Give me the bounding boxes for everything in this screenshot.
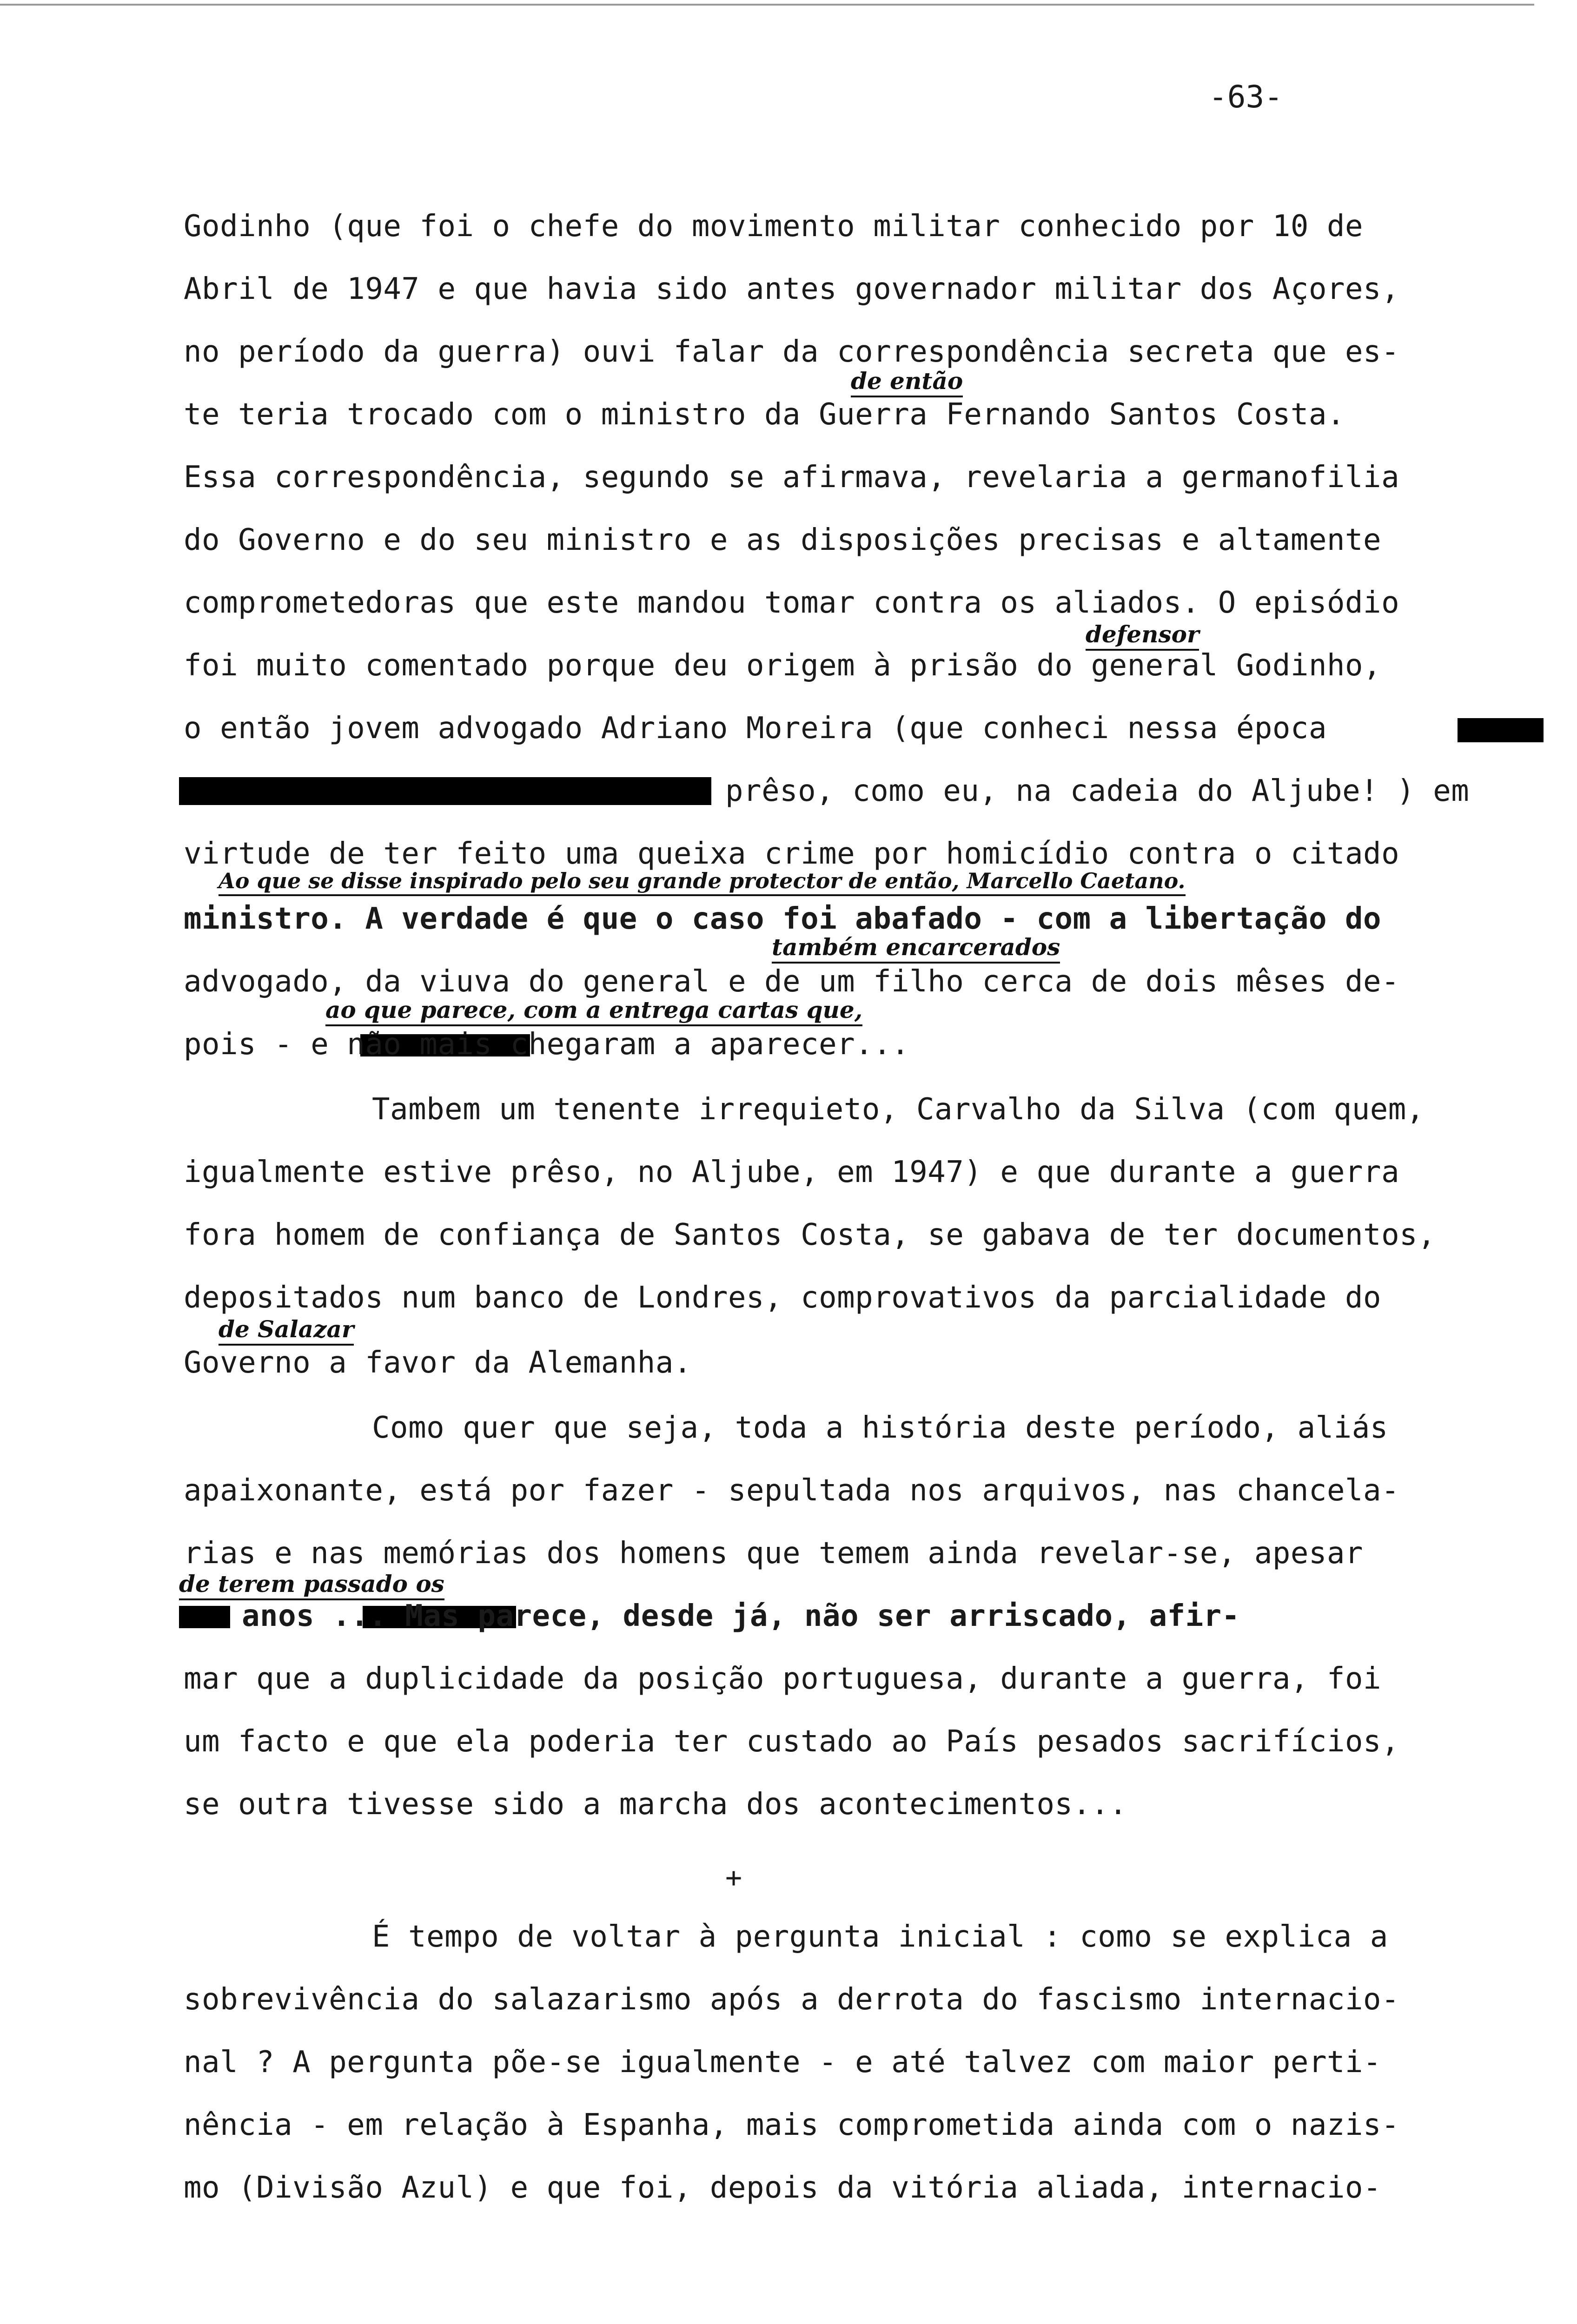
text-line: igualmente estive prêso, no Aljube, em 1947) e que durante a guerra: [184, 1155, 1400, 1189]
text-line: pois - e não mais chegaram a aparecer...: [184, 1027, 910, 1062]
text-line: nência - em relação à Espanha, mais comprometida ainda com o nazis-: [184, 2108, 1400, 2142]
text-line: advogado, da viuva do general e de um filho cerca de dois mêses de-: [184, 964, 1400, 999]
text-line: comprometedoras que este mandou tomar contra os aliados. O episódio: [184, 586, 1400, 620]
text-line: virtude de ter feito uma queixa crime por homicídio contra o citado: [184, 837, 1400, 871]
text-line: rias e nas memórias dos homens que temem ainda revelar-se, apesar: [184, 1536, 1364, 1571]
handwritten-annotation: ao que parece, com a entrega cartas que,: [325, 996, 862, 1026]
text-line: mo (Divisão Azul) e que foi, depois da vitória aliada, internacio-: [184, 2171, 1382, 2205]
text-line: do Governo e do seu ministro e as disposições precisas e altamente: [184, 523, 1382, 557]
text-line: Essa correspondência, segundo se afirmava, revelaria a germanofilia: [184, 460, 1400, 495]
text-line: nal ? A pergunta põe-se igualmente - e até talvez com maior perti-: [184, 2045, 1382, 2080]
text-line: Como quer que seja, toda a história deste período, aliás: [372, 1411, 1388, 1445]
section-separator: +: [725, 1862, 742, 1894]
handwritten-annotation: de então: [851, 367, 963, 397]
text-line: ministro. A verdade é que o caso foi abafado - com a libertação do: [184, 902, 1382, 936]
redaction-bar: [179, 777, 711, 805]
handwritten-annotation: também encarcerados: [772, 933, 1060, 964]
text-line: Tambem um tenente irrequieto, Carvalho da Silva (com quem,: [372, 1092, 1425, 1127]
text-line: prêso, como eu, na cadeia do Aljube! ) em: [725, 774, 1470, 808]
page-number: -63-: [1209, 79, 1283, 115]
text-line: depositados num banco de Londres, comprovativos da parcialidade do: [184, 1281, 1382, 1315]
redaction-bar: [1458, 718, 1544, 742]
top-rule: [0, 4, 1534, 6]
handwritten-annotation: defensor: [1086, 621, 1199, 651]
text-line: o então jovem advogado Adriano Moreira (que conheci nessa época: [184, 711, 1327, 746]
text-line: Abril de 1947 e que havia sido antes governador militar dos Açores,: [184, 272, 1400, 306]
text-line: sobrevivência do salazarismo após a derrota do fascismo internacio-: [184, 1982, 1400, 2017]
text-line: anos ... Mas parece, desde já, não ser arriscado, afir-: [242, 1599, 1240, 1633]
text-line: É tempo de voltar à pergunta inicial : como se explica a: [372, 1920, 1388, 1954]
text-line: se outra tivesse sido a marcha dos acontecimentos...: [184, 1787, 1127, 1822]
text-line: foi muito comentado porque deu origem à prisão do general Godinho,: [184, 648, 1382, 683]
text-line: Godinho (que foi o chefe do movimento militar conhecido por 10 de: [184, 209, 1364, 244]
text-line: um facto e que ela poderia ter custado ao País pesados sacrifícios,: [184, 1724, 1400, 1759]
text-line: mar que a duplicidade da posição portuguesa, durante a guerra, foi: [184, 1662, 1382, 1696]
handwritten-annotation: de terem passado os: [179, 1570, 444, 1600]
handwritten-annotation: de Salazar: [219, 1315, 354, 1346]
redaction-bar: [179, 1606, 230, 1628]
text-line: te teria trocado com o ministro da Guerra Fernando Santos Costa.: [184, 397, 1345, 432]
text-line: fora homem de confiança de Santos Costa, se gabava de ter documentos,: [184, 1218, 1436, 1252]
text-line: no período da guerra) ouvi falar da correspondência secreta que es-: [184, 335, 1400, 369]
text-line: Governo a favor da Alemanha.: [184, 1346, 692, 1380]
handwritten-annotation: Ao que se disse inspirado pelo seu grande protector de então, Marcello Caetano.: [219, 868, 1186, 896]
text-line: apaixonante, está por fazer - sepultada nos arquivos, nas chancela-: [184, 1473, 1400, 1508]
